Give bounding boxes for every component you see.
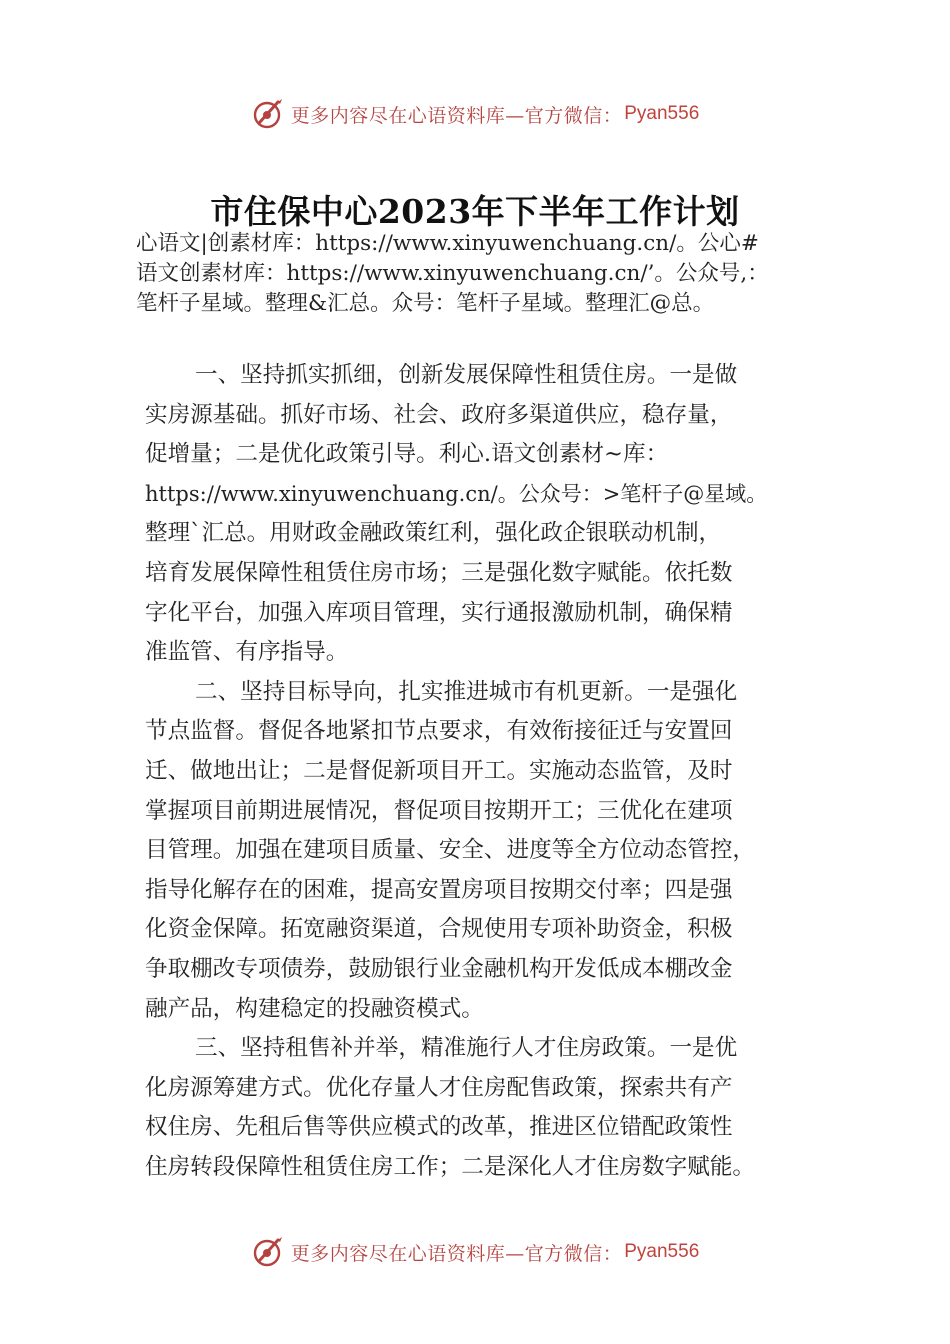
paragraph-line: 住房转段保障性租赁住房工作；二是深化人才住房数字赋能。 bbox=[145, 1153, 756, 1180]
footer-banner bbox=[0, 1232, 950, 1272]
paragraph-line: 指导化解存在的困难，提高安置房项目按期交付率；四是强 bbox=[145, 876, 733, 903]
paragraph-line: 掌握项目前期进展情况，督促项目按期开工；三优化在建项 bbox=[145, 797, 733, 824]
paragraph-line: 争取棚改专项债券，鼓励银行业金融机构开发低成本棚改金 bbox=[145, 955, 733, 982]
banner-text: 更多内容尽在心语资料库—官方微信： bbox=[290, 104, 623, 127]
paragraph-line: 迁、做地出让；二是督促新项目开工。实施动态监管，及时 bbox=[145, 757, 733, 784]
paragraph-line: 二、坚持目标导向，扎实推进城市有机更新。一是强化 bbox=[195, 678, 738, 705]
banner-wechat-id: Pyan556 bbox=[624, 1241, 700, 1262]
notice-line: 心语文|创素材库：https://www.xinyuwenchuang.cn/。公心# bbox=[136, 231, 759, 256]
paragraph-line: 化房源筹建方式。优化存量人才住房配售政策，探索共有产 bbox=[145, 1074, 733, 1101]
document-body bbox=[145, 356, 845, 1187]
notice-line: 笔杆子星域。整理&汇总。众号：笔杆子星域。整理汇@总。 bbox=[136, 291, 715, 316]
paragraph-line: 整理`汇总。用财政金融政策红利，强化政企银联动机制， bbox=[145, 520, 722, 547]
brush-logo-icon bbox=[251, 1234, 287, 1270]
paragraph-line: 实房源基础。抓好市场、社会、政府多渠道供应，稳存量， bbox=[145, 401, 733, 428]
paragraph-line: 目管理。加强在建项目质量、安全、进度等全方位动态管控， bbox=[145, 837, 756, 864]
banner-text: 更多内容尽在心语资料库—官方微信： bbox=[290, 1242, 623, 1265]
paragraph-line: 权住房、先租后售等供应模式的改革，推进区位错配政策性 bbox=[145, 1114, 733, 1141]
document-title: 市住保中心2023年下半年工作计划 bbox=[210, 192, 740, 231]
banner-wechat-id: Pyan556 bbox=[624, 103, 700, 124]
paragraph-line: 化资金保障。拓宽融资渠道，合规使用专项补助资金，积极 bbox=[145, 916, 733, 943]
paragraph-line: 三、坚持租售补并举，精准施行人才住房政策。一是优 bbox=[195, 1035, 738, 1062]
paragraph-line: https://www.xinyuwenchuang.cn/。公众号：>笔杆子@星域。 bbox=[145, 481, 768, 506]
paragraph-line: 融产品，构建稳定的投融资模式。 bbox=[145, 995, 484, 1022]
paragraph-line: 准监管、有序指导。 bbox=[145, 639, 349, 666]
brush-logo-icon bbox=[251, 96, 287, 132]
header-banner bbox=[0, 94, 950, 134]
paragraph-line: 培育发展保障性租赁住房市场；三是强化数字赋能。依托数 bbox=[145, 559, 733, 586]
paragraph-line: 节点监督。督促各地紧扣节点要求，有效衔接征迁与安置回 bbox=[145, 718, 733, 745]
header-notice bbox=[136, 229, 936, 319]
paragraph-line: 促增量；二是优化政策引导。利心.语文创素材~库： bbox=[145, 441, 669, 468]
paragraph-line: 字化平台，加强入库项目管理，实行通报激励机制，确保精 bbox=[145, 599, 733, 626]
notice-line: 语文创素材库：https://www.xinyuwenchuang.cn/’。公众号,： bbox=[136, 261, 769, 286]
paragraph-line: 一、坚持抓实抓细，创新发展保障性租赁住房。一是做 bbox=[195, 362, 738, 388]
